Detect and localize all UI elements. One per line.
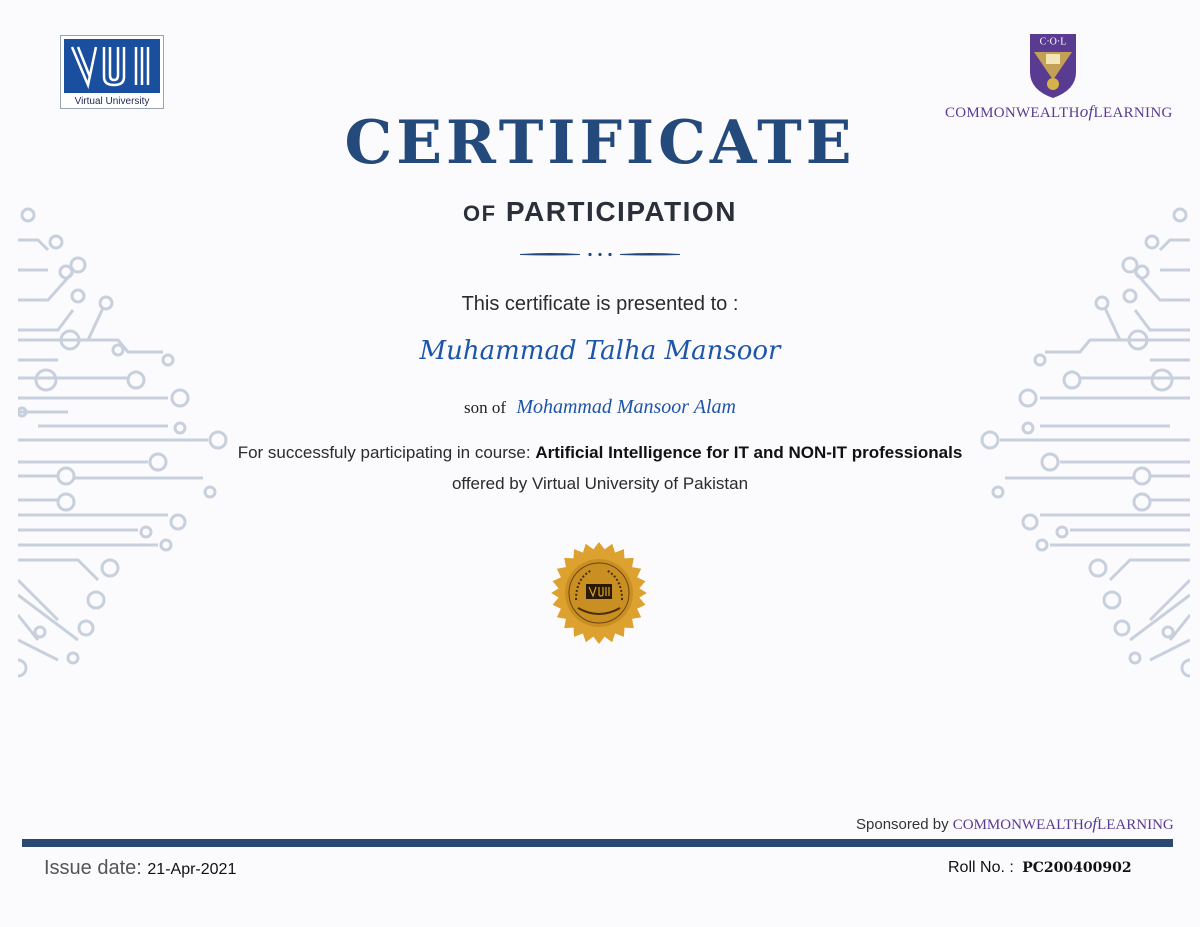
son-of-line <box>0 396 1200 419</box>
col-shield-icon <box>1028 32 1078 100</box>
issue-date <box>44 857 236 880</box>
issue-date-label: Issue date: <box>44 857 142 879</box>
son-of-label: son of <box>464 398 507 417</box>
vu-logo <box>60 35 164 109</box>
gold-seal-icon <box>548 542 650 644</box>
certificate-subtitle: OF PARTICIPATION <box>463 196 737 227</box>
title-divider <box>520 248 680 260</box>
sponsored-by <box>856 814 1174 834</box>
roll-number-value: PC200400902 <box>1022 860 1132 876</box>
sponsored-label: Sponsored by <box>856 816 949 833</box>
course-prefix: For successfuly participating in course: <box>237 443 531 462</box>
vu-logo-text: Virtual University <box>74 96 150 107</box>
course-line <box>0 443 1200 463</box>
footer-bar <box>22 839 1173 847</box>
col-badge-text: C·O·L <box>1039 36 1066 48</box>
col-name: COMMONWEALTHofLEARNING <box>945 102 1173 121</box>
presented-to-text: This certificate is presented to : <box>461 293 739 315</box>
roll-number <box>948 859 1132 877</box>
course-name: Artificial Intelligence for IT and NON-IT professionals <box>535 443 963 462</box>
certificate-title: CERTIFICATE <box>344 108 856 178</box>
recipient-name: Muhammad Talha Mansoor <box>419 336 781 366</box>
issue-date-value: 21-Apr-2021 <box>147 861 237 878</box>
vu-monogram-icon <box>64 39 160 93</box>
father-name: Mohammad Mansoor Alam <box>516 396 736 418</box>
roll-number-label: Roll No. : <box>948 859 1014 876</box>
offered-by-text: offered by Virtual University of Pakistan <box>451 474 749 493</box>
sponsor-name: COMMONWEALTHofLEARNING <box>952 814 1174 833</box>
